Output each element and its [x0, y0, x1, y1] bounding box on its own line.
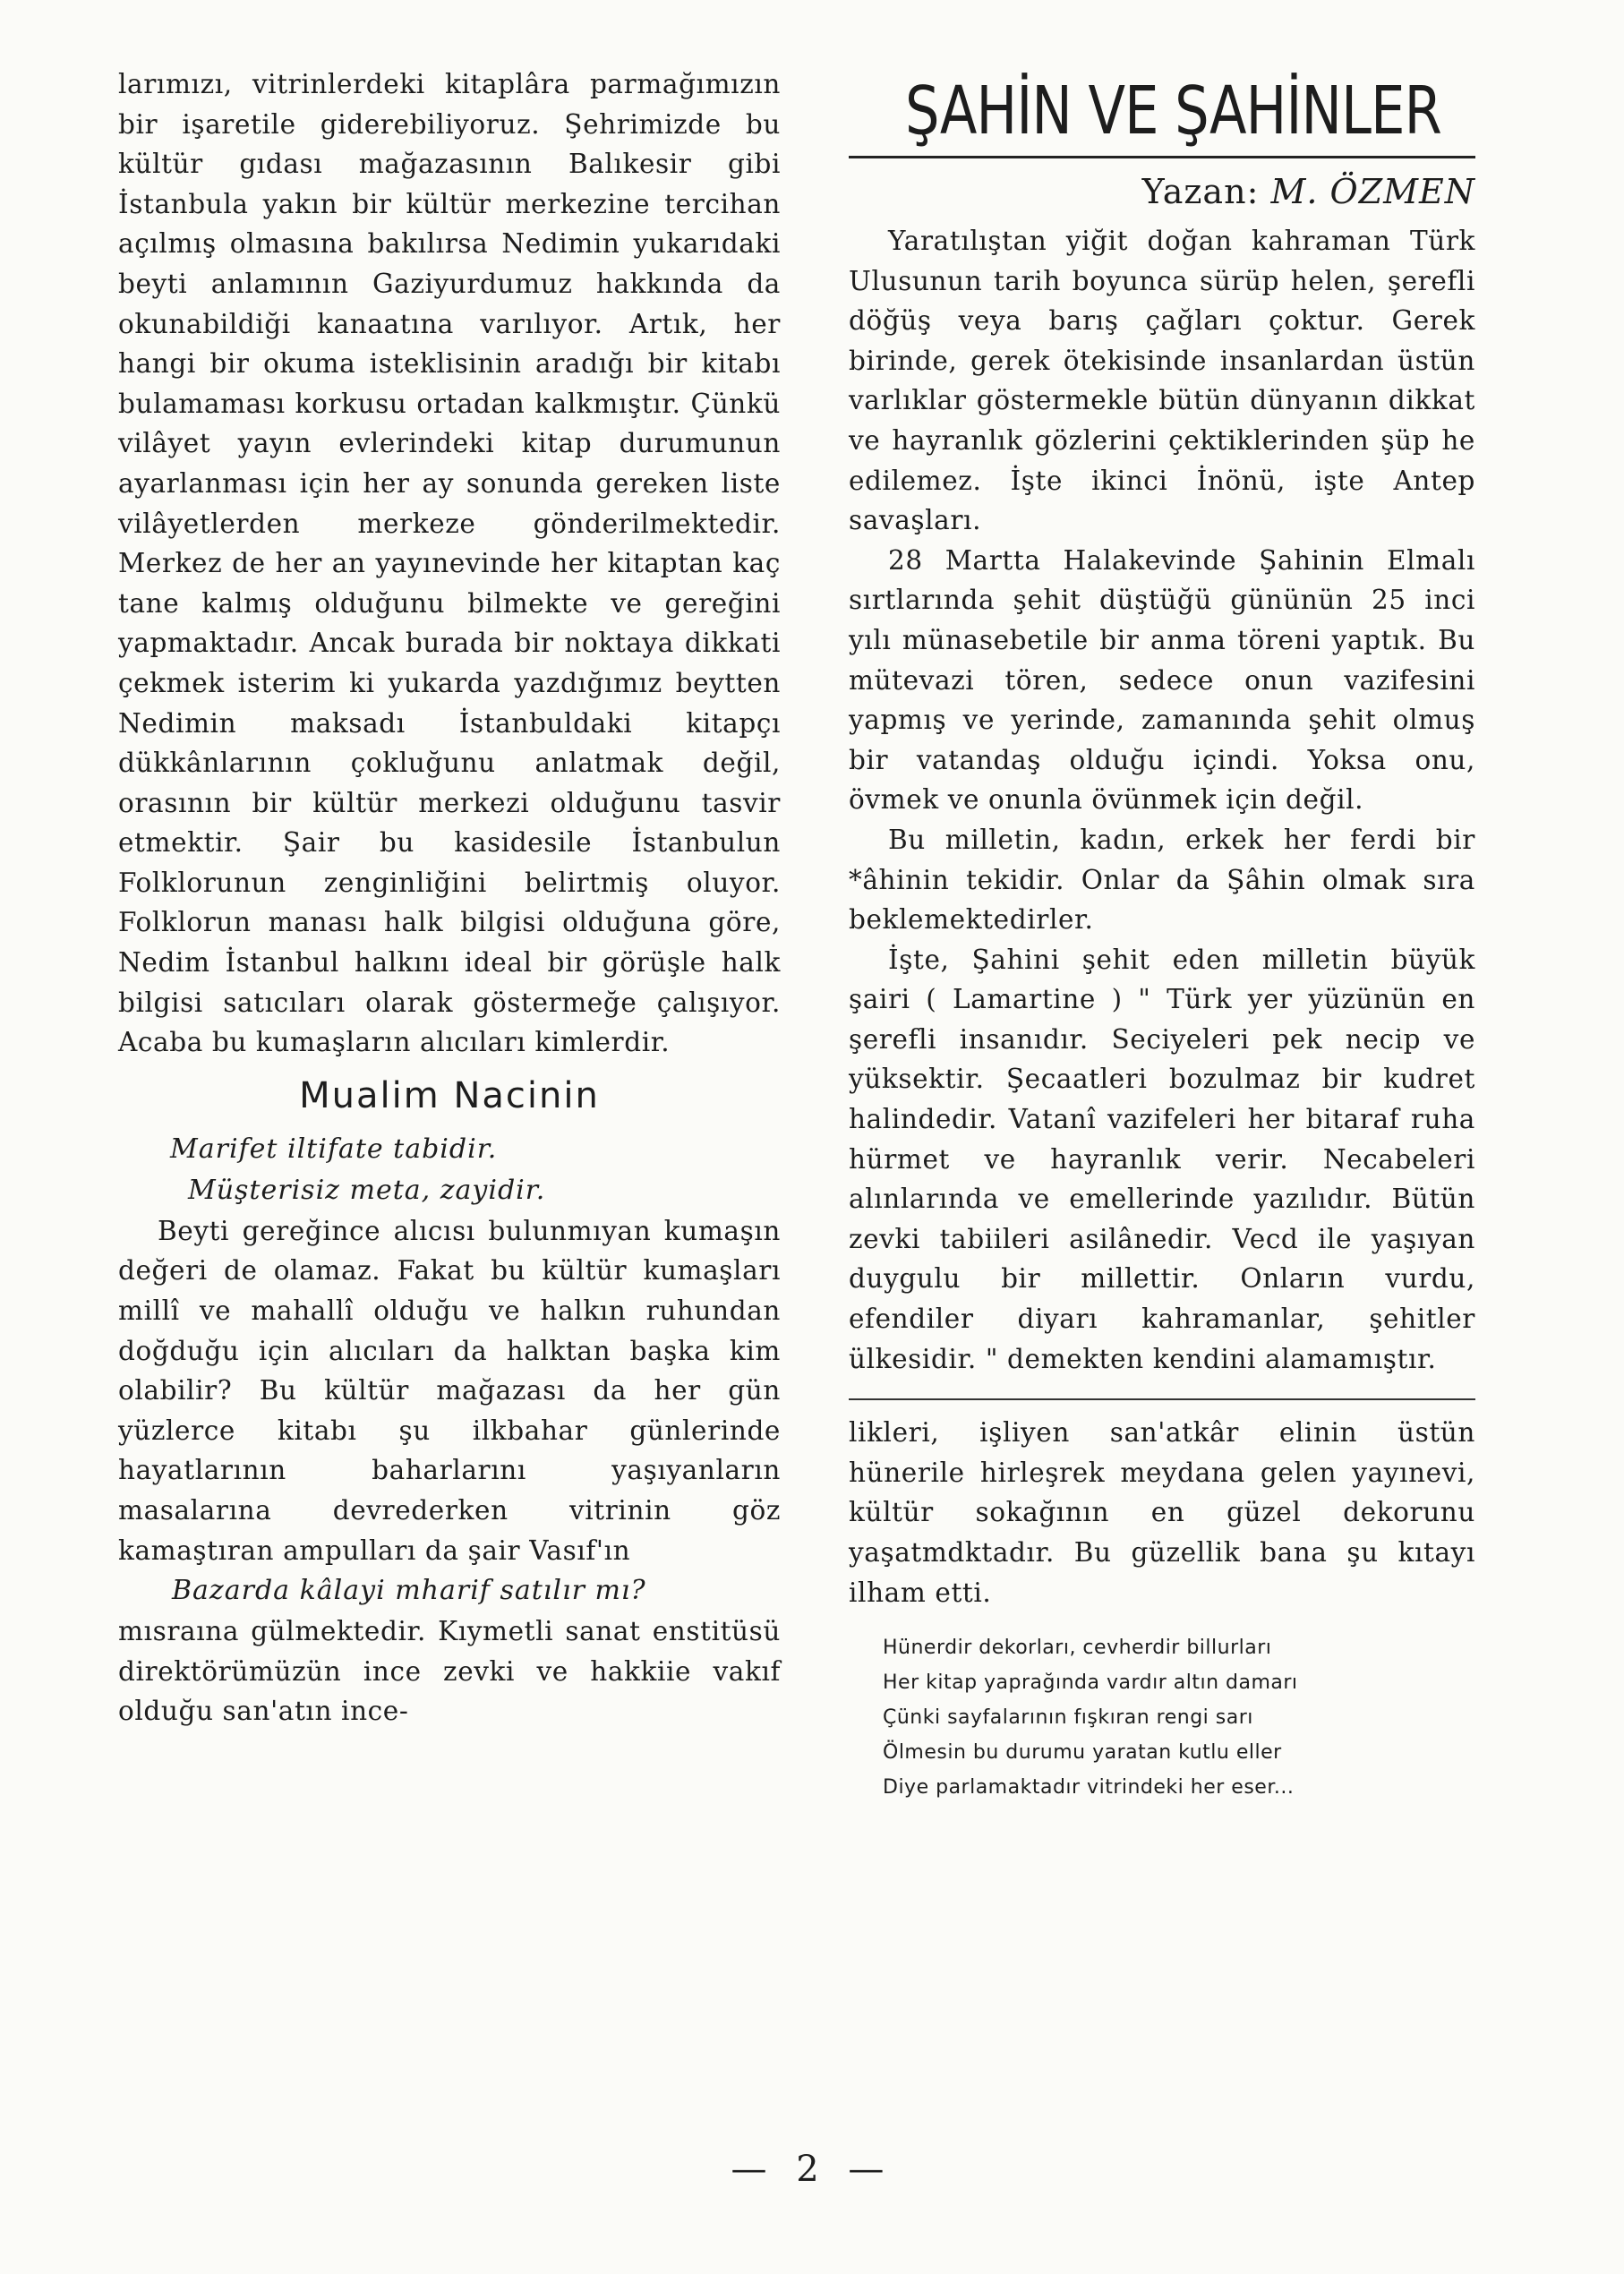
article-title: ŞAHİN VE ŞAHİNLER — [905, 73, 1441, 150]
title-rule — [849, 156, 1475, 158]
poem-line: Çünki sayfalarının fışkıran rengi sarı — [883, 1706, 1253, 1730]
page-number: — 2 — — [731, 2149, 893, 2190]
verse-line-2: Müşterisiz meta, zayidir. — [188, 1174, 546, 1206]
left-paragraph-1: larımızı, vitrinlerdeki kitaplâra parmağımızın bir işaretile giderebiliyoruz. Şehrimizde bu kültür gıdası mağazasının Balıkesir gibi İstanbula yakın bir kültür merkezine tercihan açılmış olmasına bakılırsa Nedimin yukarıdaki beyti anlamının Gaziyurdumuz hakkında da okunabildiği kanaatına varılıyor. Artık, her hangi bir okuma isteklisinin aradığı bir kitabı bulamaması korkusu ortadan kalkmıştır. Çünkü vilâyet yayın evlerindeki kitap durumunun ayarlanması için her ay sonunda gereken liste vilâyetlerden merkeze gönderilmektedir. Merkez de her an yayınevinde her kitaptan kaç tane kalmış olduğunu bilmekte ve gereğini yapmaktadır. Ancak burada bir noktaya dikkati çekmek isterim ki yukarda yazdığımız beytten Nedimin maksadı İstanbuldaki kitapçı dükkânlarının çokluğunu anlatmak değil, orasının bir kültür merkezi olduğunu tasvir etmektir. Şair bu kasidesile İstanbulun Folklorunun zenginliğini belirtmiş oluyor. Folklorun manası halk bilgisi olduğuna göre, Nedim İstanbul halkını ideal bir görüşle halk bilgisi satıcıları olarak göstermeğe çalışıyor. Acaba bu kumaşların alıcıları kimlerdir. — [118, 69, 781, 1058]
poem-line: Hünerdir dekorları, cevherdir billurları — [883, 1637, 1272, 1660]
byline — [849, 166, 1475, 218]
right-paragraph-5: likleri, işliyen san'atkâr elinin üstün hünerile hirleşrek meydana gelen yayınevi, kültür sokağının en güzel dekorunu yaşatmdktadır. Bu güzellik bana şu kıtayı ilham etti. — [849, 1417, 1475, 1608]
right-paragraph-2: 28 Martta Halakevinde Şahinin Elmalı sırtlarında şehit düştüğü gününün 25 inci yılı münasebetile bir anma töreni yaptık. Bu mütevazi tören, sedece onun vazifesini yapmış ve yerinde, zamanında şehit olmuş bir vatandaş olduğu içindi. Yoksa onu, övmek ve onunla övünmek için değil. — [849, 544, 1475, 816]
left-paragraph-3: mısraına gülmektedir. Kıymetli sanat enstitüsü direktörümüzün ince zevki ve hakkiie vakıf olduğu san'atın ince- — [118, 1616, 781, 1727]
right-paragraph-1: Yaratılıştan yiğit doğan kahraman Türk Ulusunun tarih boyunca sürüp helen, şerefli döğüş veya barış çağları çoktur. Gerek birinde, gerek ötekisinde insanlardan üstün varlıklar göstermekle bütün dünyanın dikkat ve hayranlık gözlerini çektiklerinden şüp he edilemez. İşte ikinci İnönü, işte Antep savaşları. — [849, 226, 1475, 536]
poem — [849, 1630, 1475, 1805]
poem-line: Ölmesin bu durumu yaratan kutlu eller — [883, 1741, 1282, 1765]
column-separator — [849, 1398, 1475, 1400]
byline-author: M. ÖZMEN — [1270, 172, 1475, 211]
poem-line: Diye parlamaktadır vitrindeki her eser... — [883, 1776, 1295, 1800]
quoted-line: Bazarda kâlayi mharif satılır mı? — [172, 1575, 646, 1607]
poem-line: Her kitap yaprağında vardır altın damarı — [883, 1671, 1298, 1695]
right-column — [849, 64, 1475, 1805]
left-column — [118, 64, 781, 1731]
right-paragraph-4: İşte, Şahini şehit eden milletin büyük şairi ( Lamartine ) " Türk yer yüzünün en şerefli insanıdır. Seciyeleri pek necip ve yüksektir. Şecaatleri bozulmaz bir kudret halindedir. Vatanî vazifeleri her bitaraf ruha hürmet ve hayranlık verir. Necabeleri alınlarında ve emellerinde yazılıdır. Bütün zevki tabiileri asilânedir. Vecd ile yaşıyan duygulu bir millettir. Onların vurdu, efendiler diyarı kahramanlar, şehitler ülkesidir. " demekten kendini alamamıştır. — [849, 944, 1475, 1374]
verse-line-1: Marifet iltifate tabidir. — [170, 1133, 498, 1165]
right-paragraph-3: Bu milletin, kadın, erkek her ferdi bir *âhinin tekidir. Onlar da Şâhin olmak sıra beklemektedirler. — [849, 824, 1475, 936]
section-heading: Mualim Nacinin — [299, 1074, 600, 1116]
byline-prefix: Yazan: — [1141, 172, 1260, 211]
left-paragraph-2: Beyti gereğince alıcısı bulunmıyan kumaşın değeri de olamaz. Fakat bu kültür kumaşları millî ve mahallî olduğu ve halkın ruhundan doğduğu için alıcıları da halktan başka kim olabilir? Bu kültür mağazası da her gün yüzlerce kitabı şu ilkbahar günlerinde hayatlarının baharlarını yaşıyanların masalarına devrederken vitrinin göz kamaştıran ampulları da şair Vasıf'ın — [118, 1215, 781, 1566]
